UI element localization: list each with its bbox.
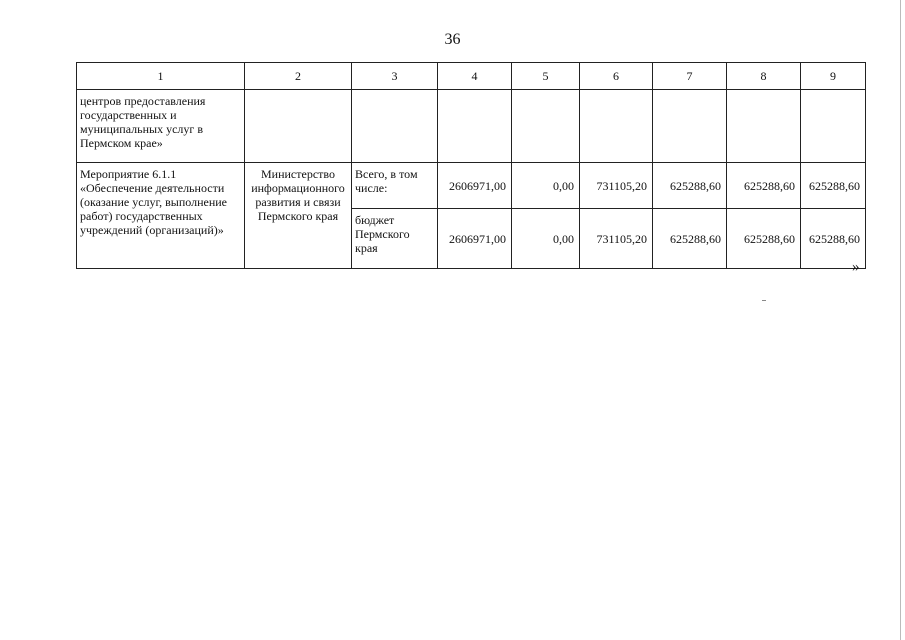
scan-speck: [900, 0, 901, 640]
table-row-continuation: [77, 90, 866, 163]
header-cell-5: 5: [512, 63, 580, 90]
funding-source-total: Всего, в том числе:: [352, 163, 438, 209]
empty-cell: [512, 90, 580, 163]
header-cell-2: 2: [245, 63, 352, 90]
empty-cell: [245, 90, 352, 163]
value-col7-total: 625288,60: [653, 163, 727, 209]
value-col9-total: 625288,60: [801, 163, 866, 209]
header-cell-4: 4: [438, 63, 512, 90]
header-cell-6: 6: [580, 63, 653, 90]
scan-speck: [762, 300, 766, 301]
empty-cell: [352, 90, 438, 163]
empty-cell: [727, 90, 801, 163]
header-cell-9: 9: [801, 63, 866, 90]
empty-cell: [580, 90, 653, 163]
value-col5-total: 0,00: [512, 163, 580, 209]
value-col6-total: 731105,20: [580, 163, 653, 209]
value-col6-regional: 731105,20: [580, 209, 653, 269]
value-col9-regional: 625288,60: [801, 209, 866, 269]
value-col7-regional: 625288,60: [653, 209, 727, 269]
empty-cell: [801, 90, 866, 163]
empty-cell: [653, 90, 727, 163]
empty-cell: [438, 90, 512, 163]
continuation-text: центров предоставления государственных и муниципальных услуг в Пермском крае»: [77, 90, 245, 163]
budget-table: [76, 62, 866, 269]
value-col8-total: 625288,60: [727, 163, 801, 209]
value-col5-regional: 0,00: [512, 209, 580, 269]
measure-executor: Министерство информационного развития и связи Пермского края: [245, 163, 352, 269]
value-col4-regional: 2606971,00: [438, 209, 512, 269]
funding-source-regional: бюджет Пермского края: [352, 209, 438, 269]
header-cell-8: 8: [727, 63, 801, 90]
value-col4-total: 2606971,00: [438, 163, 512, 209]
header-cell-3: 3: [352, 63, 438, 90]
page-number: 36: [444, 31, 461, 48]
table-row-total: [77, 163, 866, 209]
measure-name: Мероприятие 6.1.1 «Обеспечение деятельности (оказание услуг, выполнение работ) государственных учреждений (организаций)»: [77, 163, 245, 269]
header-row: [77, 63, 866, 90]
closing-quote: »: [852, 259, 860, 275]
value-col8-regional: 625288,60: [727, 209, 801, 269]
header-cell-7: 7: [653, 63, 727, 90]
header-cell-1: 1: [77, 63, 245, 90]
